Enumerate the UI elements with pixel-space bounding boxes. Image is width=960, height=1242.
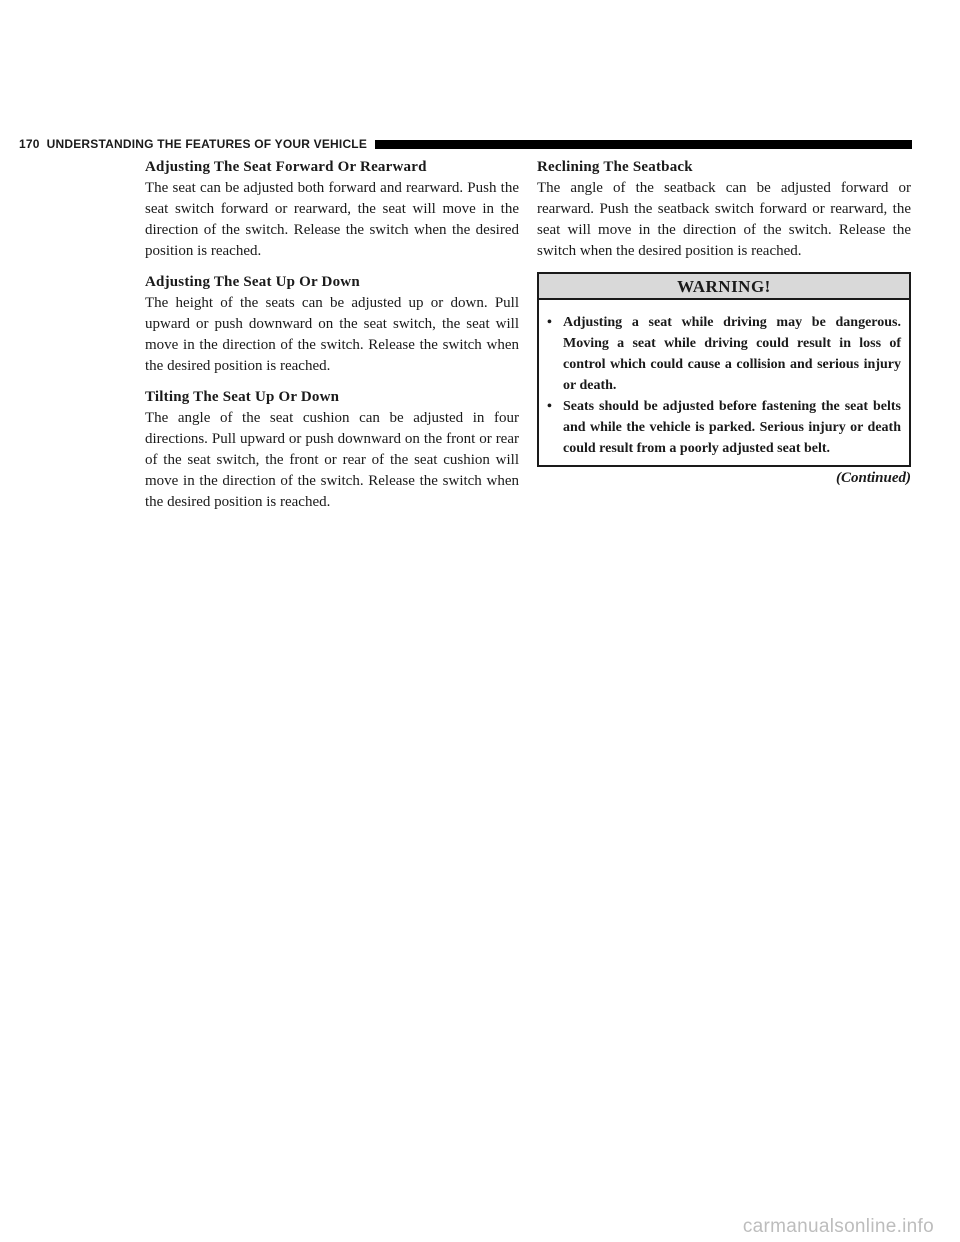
bullet-icon: • xyxy=(547,315,552,330)
section-heading-up-down: Adjusting The Seat Up Or Down xyxy=(145,274,360,290)
warning-list xyxy=(539,300,909,465)
section-text-up-down: The height of the seats can be adjusted up or down. Pull upward or push downward on the seat switch, the seat will move in the direction of the switch. Release the switch when the desired position is reached. xyxy=(145,295,519,374)
left-column xyxy=(145,157,519,523)
section-heading-reclining: Reclining The Seatback xyxy=(537,159,693,175)
right-column xyxy=(537,157,911,487)
section-heading-tilting: Tilting The Seat Up Or Down xyxy=(145,389,340,405)
warning-item xyxy=(547,396,901,459)
watermark: carmanualsonline.info xyxy=(742,1216,934,1237)
page-number: 170 xyxy=(19,137,40,151)
section-heading-forward-rearward: Adjusting The Seat Forward Or Rearward xyxy=(145,159,427,175)
warning-title: WARNING! xyxy=(539,274,909,300)
bullet-icon: • xyxy=(547,399,552,414)
warning-item-text: Seats should be adjusted before fastening the seat belts and while the vehicle is parked. Serious injury or death could result from a poorly adjusted seat belt. xyxy=(563,399,901,456)
continued-label: (Continued) xyxy=(835,470,911,486)
page-header xyxy=(19,136,912,152)
warning-item xyxy=(547,312,901,396)
warning-box xyxy=(537,272,911,467)
section-text-tilting: The angle of the seat cushion can be adjusted in four directions. Pull upward or push downward on the front or rear of the seat switch, the front or rear of the seat cushion will move in the direction of the switch. Release the switch when the desired position is reached. xyxy=(145,410,519,510)
header-rule xyxy=(375,140,912,149)
section-text-reclining: The angle of the seatback can be adjusted forward or rearward. Push the seatback switch forward or rearward, the seat will move in the direction of the switch. Release the switch when the desired position is reached. xyxy=(537,180,911,259)
warning-item-text: Adjusting a seat while driving may be dangerous. Moving a seat while driving could result in loss of control which could cause a collision and serious injury or death. xyxy=(563,315,901,393)
section-text-forward-rearward: The seat can be adjusted both forward and rearward. Push the seat switch forward or rearward, the seat will move in the direction of the switch. Release the switch when the desired position is reached. xyxy=(145,180,519,259)
running-head: UNDERSTANDING THE FEATURES OF YOUR VEHICLE xyxy=(46,137,368,151)
